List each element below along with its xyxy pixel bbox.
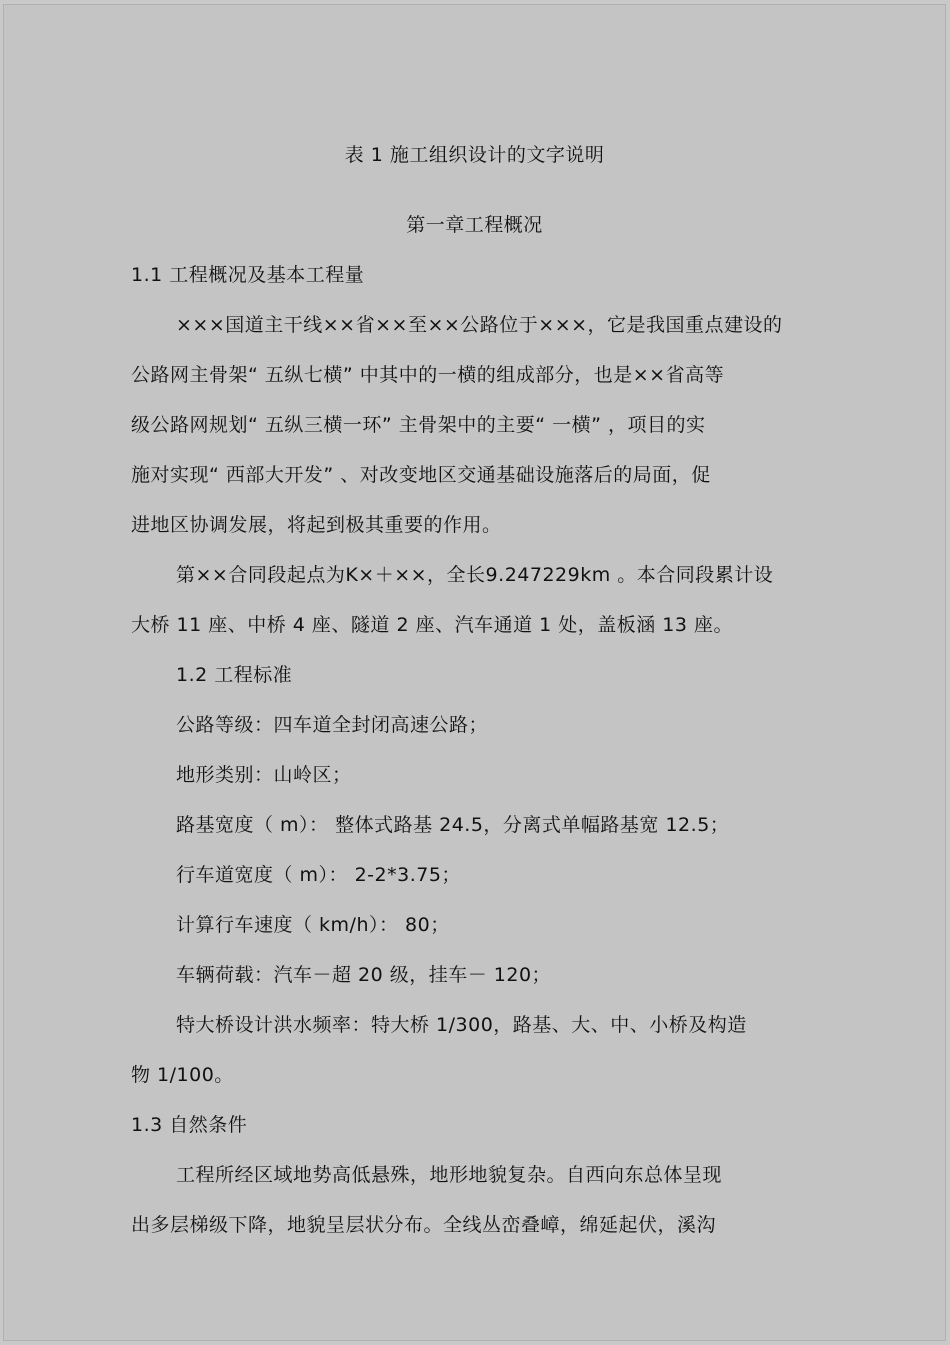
- standard-item: 物 1/100。: [131, 1064, 234, 1086]
- standard-item: 地形类别：山岭区；: [176, 764, 352, 786]
- paragraph-line: 工程所经区域地势高低悬殊，地形地貌复杂。自西向东总体呈现: [176, 1164, 723, 1186]
- standard-item: 计算行车速度（ km/h）： 80；: [176, 914, 450, 936]
- paragraph-line: 大桥 11 座、中桥 4 座、隧道 2 座、汽车通道 1 处，盖板涵 13 座。: [131, 614, 734, 636]
- paragraph-line: 第××合同段起点为K×＋××，全长9.247229km 。本合同段累计设: [176, 564, 774, 586]
- section-heading-1-1: 1.1 工程概况及基本工程量: [131, 264, 365, 286]
- standard-item: 公路等级：四车道全封闭高速公路；: [176, 714, 489, 736]
- section-heading-1-2: 1.2 工程标准: [176, 664, 293, 686]
- standard-item: 行车道宽度（ m）： 2-2*3.75；: [176, 864, 461, 886]
- chapter-title: 第一章工程概况: [406, 214, 543, 236]
- section-heading-1-3: 1.3 自然条件: [131, 1114, 248, 1136]
- document-page: [3, 4, 946, 1341]
- paragraph-line: 施对实现“ 西部大开发” 、对改变地区交通基础设施落后的局面，促: [131, 464, 711, 486]
- paragraph-line: 级公路网规划“ 五纵三横一环” 主骨架中的主要“ 一横” ，项目的实: [131, 414, 706, 436]
- paragraph-line: ×××国道主干线××省××至××公路位于×××，它是我国重点建设的: [176, 314, 783, 336]
- paragraph-line: 进地区协调发展，将起到极其重要的作用。: [131, 514, 502, 536]
- standard-item: 车辆荷载：汽车－超 20 级，挂车－ 120；: [176, 964, 552, 986]
- paragraph-line: 出多层梯级下降，地貌呈层状分布。全线丛峦叠嶂，绵延起伏，溪沟: [131, 1214, 717, 1236]
- standard-item: 路基宽度（ m）： 整体式路基 24.5，分离式单幅路基宽 12.5；: [176, 814, 730, 836]
- standard-item: 特大桥设计洪水频率：特大桥 1/300，路基、大、中、小桥及构造: [176, 1014, 747, 1036]
- paragraph-line: 公路网主骨架“ 五纵七横” 中其中的一横的组成部分，也是××省高等: [131, 364, 725, 386]
- table-title: 表 1 施工组织设计的文字说明: [344, 144, 605, 166]
